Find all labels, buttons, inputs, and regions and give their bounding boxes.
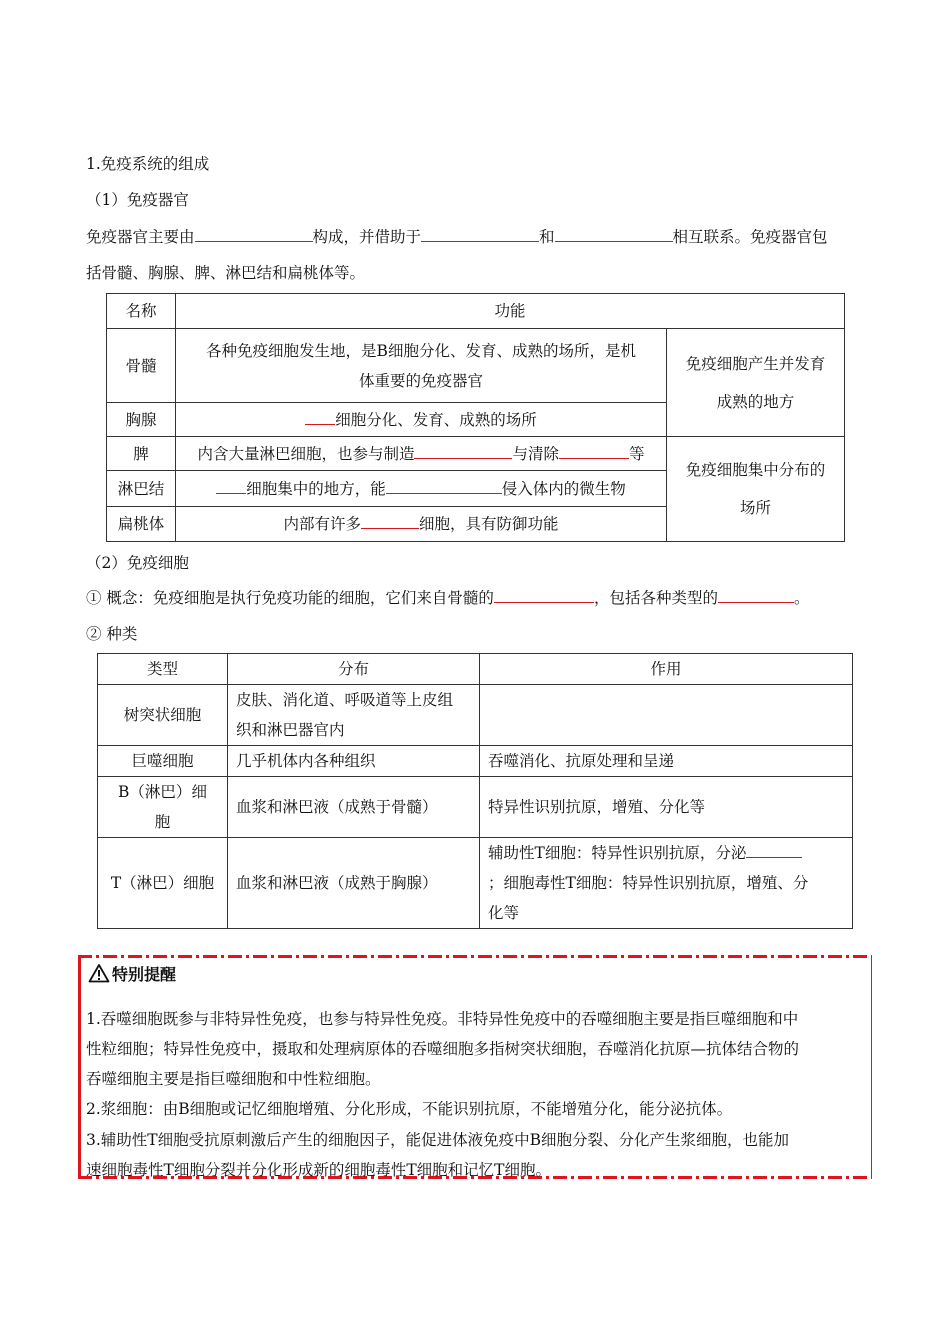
fill-blank[interactable]	[361, 516, 419, 529]
organ-name: 骨髓	[107, 329, 176, 403]
fill-blank[interactable]	[305, 412, 335, 425]
organ-function-text: 细胞分化、发育、成熟的场所	[335, 410, 537, 429]
cell-distribution: 血浆和淋巴液（成熟于骨髓）	[228, 777, 480, 838]
header-name: 名称	[107, 294, 176, 329]
cell-type	[98, 777, 228, 838]
organ-function	[176, 329, 667, 403]
header-distribution: 分布	[228, 654, 480, 685]
organ-name: 扁桃体	[107, 507, 176, 542]
header-role: 作用	[480, 654, 853, 685]
cell-role	[480, 838, 853, 929]
cell-role	[480, 685, 853, 746]
cell-type: T（淋巴）细胞	[98, 838, 228, 929]
reminder-line: 吞噬细胞主要是指巨噬细胞和中性粒细胞。	[86, 1070, 381, 1088]
cell-distribution	[228, 685, 480, 746]
organ-function-line: 各种免疫细胞发生地，是B细胞分化、发育、成熟的场所，是机	[206, 341, 636, 360]
cell-role-line	[488, 838, 844, 868]
organ-group-note-line: 免疫细胞产生并发育	[685, 354, 826, 373]
organ-function	[176, 403, 667, 437]
cells-concept-text: ① 概念：免疫细胞是执行免疫功能的细胞，它们来自骨髓的	[86, 589, 494, 607]
header-type: 类型	[98, 654, 228, 685]
organ-function-text: 等	[629, 444, 645, 463]
organs-paragraph-line1	[86, 225, 828, 247]
cells-table	[97, 653, 853, 929]
organ-group-note-line: 场所	[739, 499, 771, 517]
organ-name: 脾	[107, 437, 176, 471]
cells-concept-text: 。	[793, 589, 810, 607]
fill-blank[interactable]	[414, 446, 512, 459]
organ-function-text: 内含大量淋巴细胞，也参与制造	[197, 444, 415, 463]
fill-blank[interactable]	[421, 229, 539, 242]
organ-function	[176, 507, 667, 542]
section-title: 1.免疫系统的组成	[86, 155, 210, 173]
organs-table	[106, 293, 845, 542]
organ-function-text: 侵入体内的微生物	[501, 479, 626, 498]
cell-distribution-line: 织和淋巴器官内	[236, 721, 345, 739]
fill-blank[interactable]	[559, 446, 629, 459]
reminder-title	[88, 962, 176, 985]
cell-distribution: 几乎机体内各种组织	[228, 746, 480, 777]
reminder-line: 1.吞噬细胞既参与非特异性免疫，也参与特异性免疫。非特异性免疫中的吞噬细胞主要是指巨噬细胞和中	[86, 1010, 799, 1028]
organ-function-line: 体重要的免疫器官	[358, 371, 483, 390]
header-function: 功能	[176, 294, 845, 329]
warning-triangle-icon	[88, 963, 110, 983]
cell-role-text: 辅助性T细胞：特异性识别抗原，分泌	[488, 844, 747, 862]
fill-blank[interactable]	[216, 481, 246, 494]
fill-blank[interactable]	[555, 229, 673, 242]
cell-role: 特异性识别抗原，增殖、分化等	[480, 777, 853, 838]
cell-type-line: B（淋巴）细	[118, 783, 207, 801]
cell-type-line: 胞	[154, 813, 171, 831]
organs-paragraph-line2: 括骨髓、胸腺、脾、淋巴结和扁桃体等。	[86, 264, 366, 282]
organ-name: 淋巴结	[107, 471, 176, 507]
organ-group-note-line: 成熟的地方	[716, 392, 795, 411]
cell-role-line: 化等	[488, 904, 520, 922]
fill-blank[interactable]	[746, 845, 802, 858]
reminder-line: 性粒细胞；特异性免疫中，摄取和处理病原体的吞噬细胞多指树突状细胞，吞噬消化抗原—抗体结合物的	[86, 1040, 800, 1058]
cell-distribution-line: 皮肤、消化道、呼吸道等上皮组	[236, 691, 454, 709]
organ-group-note-line: 免疫细胞集中分布的	[685, 461, 826, 479]
cells-types-heading: ② 种类	[86, 625, 138, 643]
organ-group-note	[667, 437, 845, 542]
organ-group-note	[667, 329, 845, 437]
organ-function-text: 内部有许多	[283, 515, 361, 533]
cell-type: 树突状细胞	[98, 685, 228, 746]
organ-name: 胸腺	[107, 403, 176, 437]
organ-function	[176, 471, 667, 507]
cell-distribution: 血浆和淋巴液（成熟于胸腺）	[228, 838, 480, 929]
reminder-line: 3.辅助性T细胞受抗原刺激后产生的细胞因子，能促进体液免疫中B细胞分裂、分化产生浆细胞，也能加	[86, 1131, 790, 1149]
organs-text-a1: 免疫器官主要由	[86, 228, 195, 246]
organs-text-a3: 和	[539, 228, 555, 246]
organ-function-text: 细胞集中的地方，能	[246, 479, 386, 498]
fill-blank[interactable]	[195, 229, 313, 242]
cell-role: 吞噬消化、抗原处理和呈递	[480, 746, 853, 777]
fill-blank[interactable]	[718, 590, 794, 603]
organ-function	[176, 437, 667, 471]
organs-heading: （1）免疫器官	[86, 191, 189, 209]
fill-blank[interactable]	[494, 590, 594, 603]
fill-blank[interactable]	[386, 481, 502, 494]
organ-function-text: 细胞，具有防御功能	[419, 515, 559, 533]
organs-text-a4: 相互联系。免疫器官包	[672, 228, 828, 246]
cells-concept-text: ，包括各种类型的	[593, 589, 718, 607]
cells-concept	[86, 586, 809, 608]
reminder-line: 2.浆细胞：由B细胞或记忆细胞增殖、分化形成，不能识别抗原，不能增殖分化，能分泌抗体。	[86, 1100, 733, 1118]
reminder-line: 速细胞毒性T细胞分裂并分化形成新的细胞毒性T细胞和记忆T细胞。	[86, 1161, 552, 1179]
reminder-title-text: 特别提醒	[112, 965, 177, 984]
cells-heading: （2）免疫细胞	[86, 554, 189, 572]
cell-role-line: ；细胞毒性T细胞：特异性识别抗原，增殖、分	[488, 874, 809, 892]
organ-function-text: 与清除	[512, 444, 559, 463]
cell-type: 巨噬细胞	[98, 746, 228, 777]
organs-text-a2: 构成，并借助于	[312, 228, 422, 246]
